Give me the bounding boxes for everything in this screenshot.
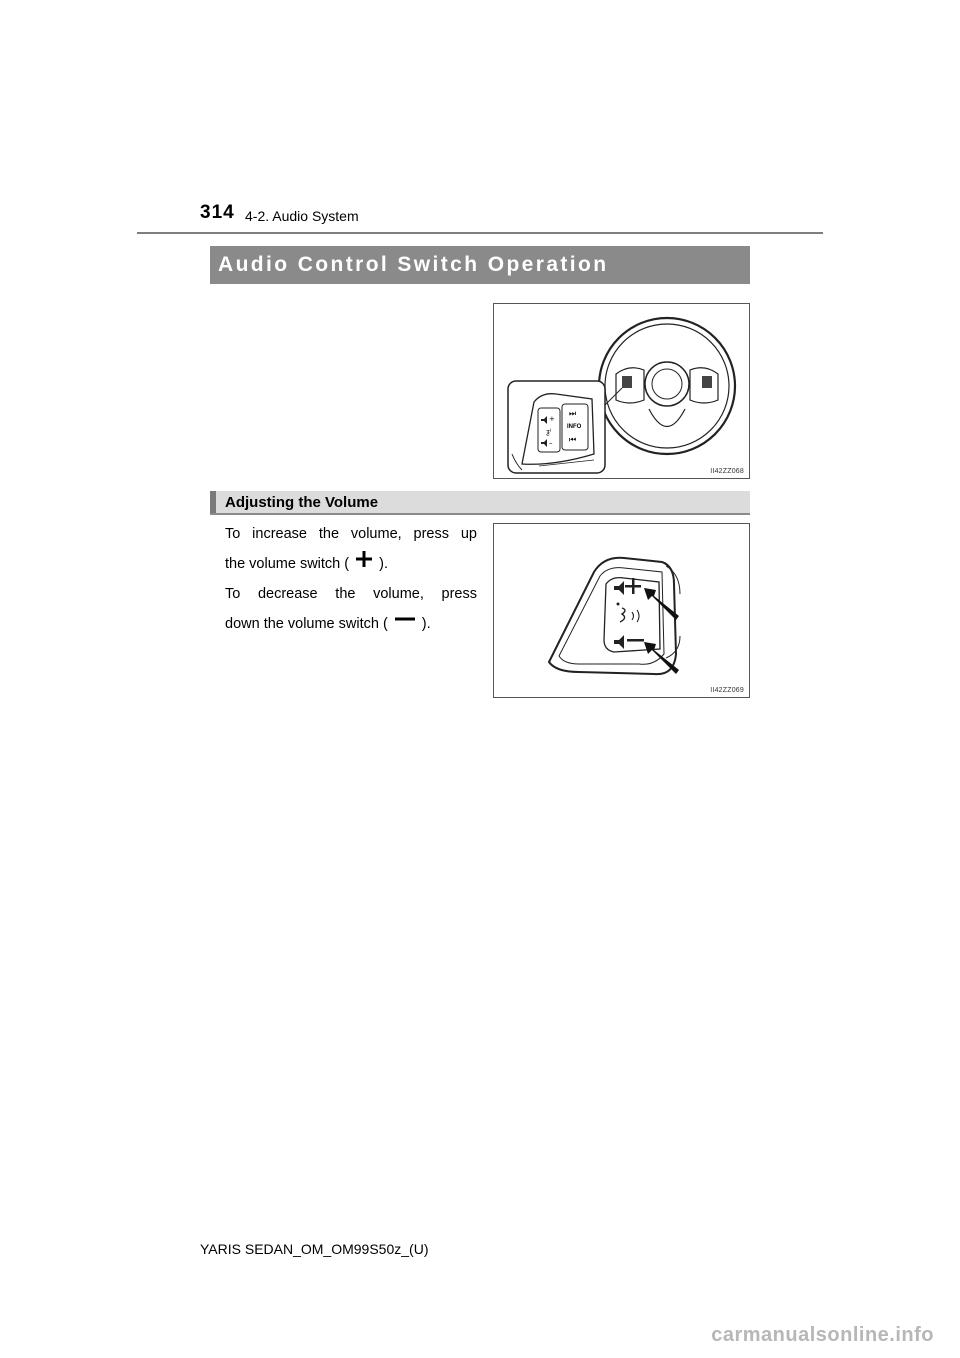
speaker-icon bbox=[614, 635, 624, 649]
paragraph-decrease bbox=[225, 579, 477, 639]
figure-code: II42ZZ068 bbox=[710, 468, 744, 475]
section-title: 4-2. Audio System bbox=[245, 208, 359, 224]
sub-heading bbox=[210, 491, 750, 515]
speaker-icon bbox=[614, 581, 624, 595]
para2-line2: down the volume switch ( ). bbox=[225, 609, 477, 639]
previous-track-icon: ⏮ bbox=[569, 435, 577, 444]
sub-heading-label: Adjusting the Volume bbox=[225, 494, 379, 511]
voice-icon bbox=[620, 608, 625, 622]
svg-text:+: + bbox=[549, 415, 555, 423]
paragraph-increase bbox=[225, 519, 477, 579]
figure-volume-switch bbox=[493, 523, 750, 698]
para1-line2: the volume switch ( ). bbox=[225, 549, 477, 579]
figure-steering-wheel bbox=[493, 303, 750, 479]
page-number: 314 bbox=[200, 202, 235, 223]
volume-switch-illustration bbox=[494, 524, 749, 697]
minus-icon bbox=[627, 639, 644, 642]
footer: YARIS SEDAN_OM_OM99S50z_(U) bbox=[200, 1241, 429, 1257]
minus-icon bbox=[394, 609, 416, 639]
watermark: carmanualsonline.info bbox=[711, 1324, 934, 1346]
svg-text:–: – bbox=[549, 439, 553, 447]
header-rule bbox=[137, 232, 823, 234]
figure-code: II42ZZ069 bbox=[710, 687, 744, 694]
arrow-icon bbox=[644, 642, 679, 674]
next-track-icon: ⏭ bbox=[569, 409, 577, 418]
plus-icon bbox=[355, 549, 373, 579]
para2-line1: To decrease the volume, press bbox=[225, 586, 477, 602]
steering-wheel-illustration bbox=[494, 304, 749, 478]
sub-heading-bar bbox=[210, 491, 216, 513]
info-label: INFO bbox=[567, 424, 582, 430]
steering-wheel-rim bbox=[599, 318, 735, 454]
voice-icon: ƺ⁾ bbox=[546, 428, 552, 436]
para1-line1: To increase the volume, press up bbox=[225, 526, 477, 542]
main-heading: Audio Control Switch Operation bbox=[210, 246, 750, 284]
